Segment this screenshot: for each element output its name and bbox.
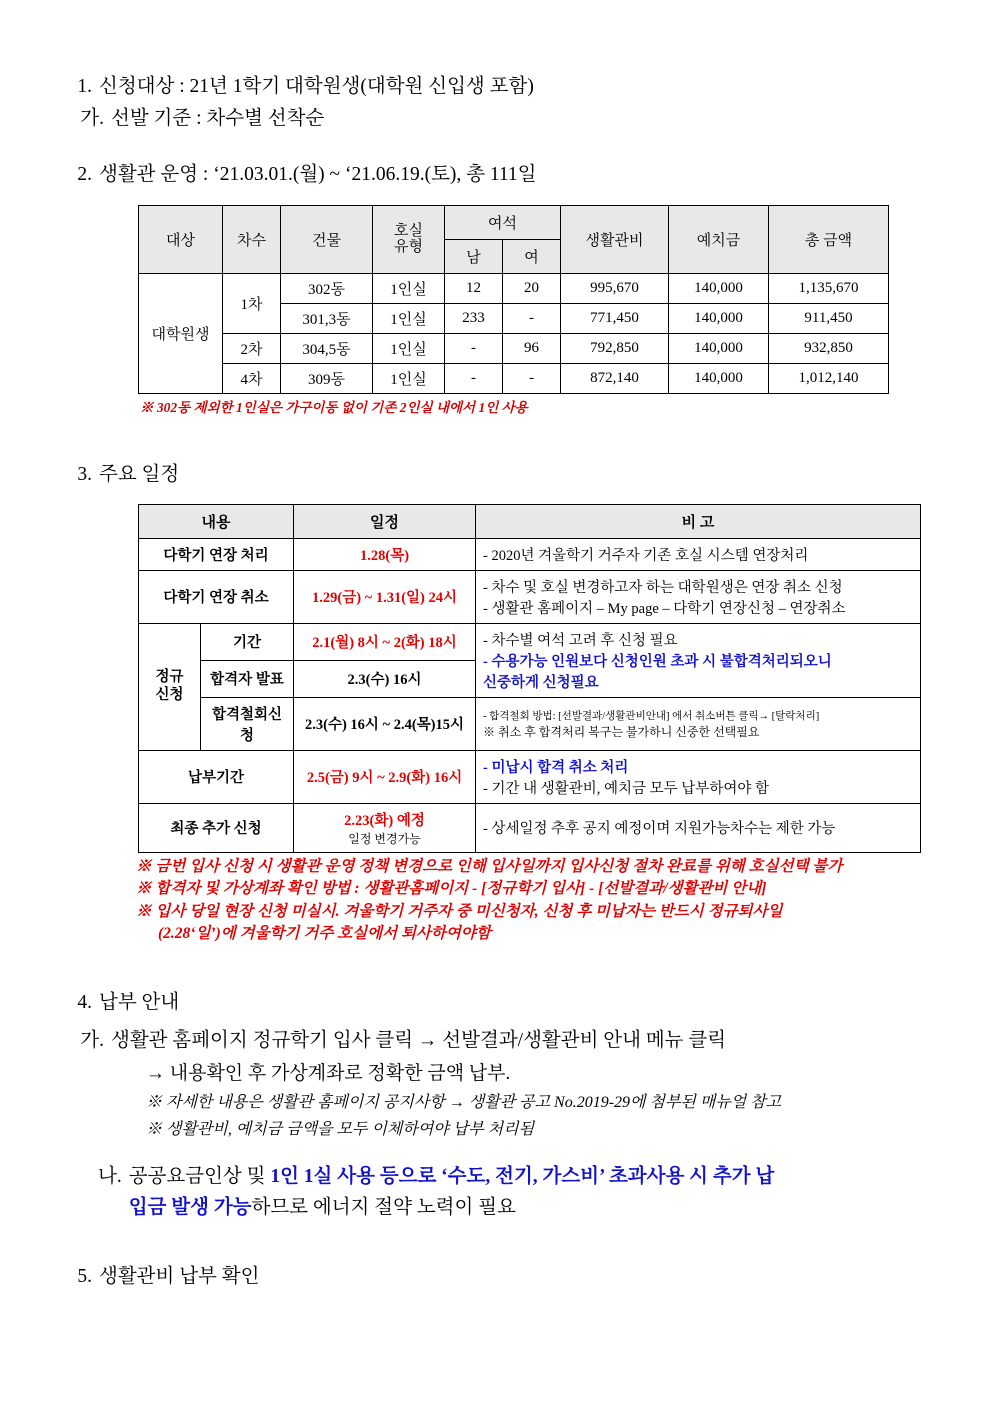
fee-header-target: 대상 (139, 205, 223, 273)
table-row (139, 803, 921, 852)
section-4-a-arrow: → 내용확인 후 가상계좌로 정확한 금액 납부. (146, 1063, 511, 1085)
schedule-remark (476, 750, 921, 803)
section-2-number: 2. (77, 164, 92, 186)
section-4-b-post: 하므로 에너지 절약 노력이 필요 (251, 1197, 516, 1219)
section-3-title: 주요 일정 (99, 463, 180, 485)
schedule-remark-line: - 수용가능 인원보다 신청인원 초과 시 불합격처리되오니 (483, 653, 832, 670)
schedule-label: 납부기간 (139, 750, 294, 803)
fee-cell-building: 304,5동 (281, 333, 373, 363)
schedule-header-row (139, 504, 921, 538)
schedule-remark-line: - 차수 및 호실 변경하고자 하는 대학원생은 연장 취소 신청 (483, 579, 843, 596)
schedule-remark-line: 신중하게 신청필요 (483, 674, 599, 691)
fee-cell-deposit: 140,000 (669, 273, 769, 303)
schedule-date: 2.3(수) 16시 ~ 2.4(목)15시 (294, 697, 476, 750)
schedule-remark-line: - 합격철회 방법: [선발결과/생활관비안내] 에서 취소버튼 클릭→ [탈락처리] (483, 710, 820, 722)
fee-cell-target: 대학원생 (139, 273, 223, 393)
schedule-date: 2.1(월) 8시 ~ 2(화) 18시 (294, 623, 476, 660)
section-4-heading (60, 988, 932, 1018)
schedule-date: 2.5(금) 9시 ~ 2.9(화) 16시 (294, 750, 476, 803)
section-1-title: 신청대상 : 21년 1학기 대학원생(대학원 신입생 포함) (99, 76, 534, 97)
fee-table (138, 205, 889, 394)
section-1-sub-title: 선발 기준 : 차수별 선착순 (111, 108, 325, 130)
fee-cell-round: 1차 (223, 273, 281, 333)
fee-cell-total: 932,850 (769, 333, 889, 363)
schedule-group-label: 정규 신청 (139, 623, 201, 750)
schedule-label: 최종 추가 신청 (139, 803, 294, 852)
fee-cell-building: 309동 (281, 363, 373, 393)
fee-header-female: 여 (503, 239, 561, 273)
schedule-remark (476, 697, 921, 750)
fee-cell-female: 20 (503, 273, 561, 303)
schedule-date: 1.28(목) (294, 538, 476, 570)
schedule-date-sub: 일정 변경가능 (348, 831, 421, 846)
section-4-b-highlight-1: 1인 1실 사용 등으로 ‘수도, 전기, 가스비’ 초과사용 시 추가 납 (270, 1166, 775, 1188)
fee-cell-dorm-fee: 995,670 (561, 273, 669, 303)
warning-line: ※ 금번 입사 신청 시 생활관 운영 정책 변경으로 인해 입사일까지 입사신청 절차 완료를 위해 호실선택 불가 (136, 857, 843, 875)
fee-header-round: 차수 (223, 205, 281, 273)
fee-cell-male: - (445, 363, 503, 393)
schedule-date (294, 803, 476, 852)
schedule-header-remark: 비 고 (476, 504, 921, 538)
section-1-heading (60, 72, 932, 102)
section-4-b-number: 나. (98, 1166, 122, 1188)
fee-cell-room-type: 1인실 (373, 303, 445, 333)
section-1-sub-number: 가. (80, 108, 104, 130)
schedule-remark-line: - 생활관 홈페이지 – My page – 다학기 연장신청 – 연장취소 (483, 600, 846, 617)
section-1-sub (60, 104, 932, 134)
fee-header-building: 건물 (281, 205, 373, 273)
fee-cell-round: 2차 (223, 333, 281, 363)
schedule-date: 2.3(수) 16시 (294, 660, 476, 697)
schedule-label: 합격자 발표 (201, 660, 294, 697)
section-4-a-text: 생활관 홈페이지 정규학기 입사 클릭 → 선발결과/생활관비 안내 메뉴 클릭 (111, 1029, 727, 1051)
schedule-remark-line: - 기간 내 생활관비, 예치금 모두 납부하여야 함 (483, 780, 769, 797)
section-5-title: 생활관비 납부 확인 (99, 1265, 260, 1287)
fee-cell-female: - (503, 363, 561, 393)
fee-cell-room-type: 1인실 (373, 273, 445, 303)
section-1-number: 1. (77, 76, 92, 97)
section-4-b-pre: 공공요금인상 및 (128, 1166, 271, 1188)
schedule-remark-line: ※ 취소 후 합격처리 복구는 불가하니 신중한 선택필요 (483, 724, 760, 739)
schedule-remark (476, 623, 921, 697)
fee-cell-round: 4차 (223, 363, 281, 393)
fee-cell-building: 302동 (281, 273, 373, 303)
section-4-number: 4. (77, 991, 92, 1013)
section-4-sub-a (60, 1026, 932, 1056)
fee-cell-deposit: 140,000 (669, 333, 769, 363)
fee-cell-dorm-fee: 872,140 (561, 363, 669, 393)
fee-cell-female: - (503, 303, 561, 333)
table-row (139, 697, 921, 750)
schedule-label: 합격철회신청 (201, 697, 294, 750)
table-row (139, 570, 921, 623)
fee-cell-dorm-fee: 792,850 (561, 333, 669, 363)
section-4-b-text (129, 1161, 932, 1223)
warning-line: (2.28‘일’)에 겨울학기 거주 호실에서 퇴사하여야함 (158, 925, 491, 943)
section-4 (60, 988, 932, 1224)
fee-header-male: 남 (445, 239, 503, 273)
fee-cell-building: 301,3동 (281, 303, 373, 333)
schedule-header-content: 내용 (139, 504, 294, 538)
fee-header-deposit: 예치금 (669, 205, 769, 273)
fee-cell-deposit: 140,000 (669, 303, 769, 333)
table-row (139, 333, 889, 363)
fee-header-vacancy: 여석 (445, 205, 561, 239)
fee-cell-female: 96 (503, 333, 561, 363)
section-4-a-note-1: ※ 자세한 내용은 생활관 홈페이지 공지사항 → 생활관 공고 No.2019-29에 첨부된 매뉴얼 참고 (146, 1094, 782, 1112)
section-3-heading (60, 460, 932, 490)
fee-table-header-row-1 (139, 205, 889, 239)
section-3 (60, 460, 932, 946)
fee-cell-deposit: 140,000 (669, 363, 769, 393)
section-5-heading (60, 1262, 932, 1292)
fee-cell-total: 1,012,140 (769, 363, 889, 393)
section-4-b-highlight-2: 입금 발생 가능 (128, 1197, 252, 1219)
schedule-header-date: 일정 (294, 504, 476, 538)
table-row (139, 273, 889, 303)
fee-cell-male: 233 (445, 303, 503, 333)
fee-cell-total: 1,135,670 (769, 273, 889, 303)
schedule-label: 다학기 연장 처리 (139, 538, 294, 570)
schedule-warnings (136, 856, 932, 946)
section-1 (60, 72, 932, 134)
schedule-table (138, 504, 921, 853)
section-4-title: 납부 안내 (99, 991, 180, 1013)
schedule-remark: - 2020년 겨울학기 거주자 기존 호실 시스템 연장처리 (476, 538, 921, 570)
fee-cell-room-type: 1인실 (373, 333, 445, 363)
schedule-remark-line: - 미납시 합격 취소 처리 (483, 759, 629, 776)
fee-cell-male: 12 (445, 273, 503, 303)
fee-header-dorm-fee: 생활관비 (561, 205, 669, 273)
warning-line: ※ 입사 당일 현장 신청 미실시. 겨울학기 거주자 중 미신청자, 신청 후 미납자는 반드시 정규퇴사일 (136, 902, 783, 920)
section-2-heading (60, 160, 932, 190)
section-2-title: 생활관 운영 : ‘21.03.01.(월) ~ ‘21.06.19.(토), 총 111일 (99, 164, 537, 186)
section-4-a-number: 가. (80, 1029, 104, 1051)
section-3-number: 3. (77, 463, 92, 485)
table-row (139, 750, 921, 803)
schedule-remark-line: - 차수별 여석 고려 후 신청 필요 (483, 632, 678, 649)
section-5-number: 5. (77, 1265, 92, 1287)
section-4-sub-b (98, 1161, 932, 1223)
fee-cell-male: - (445, 333, 503, 363)
schedule-label: 기간 (201, 623, 294, 660)
fee-cell-dorm-fee: 771,450 (561, 303, 669, 333)
section-2 (60, 160, 932, 415)
fee-header-total: 총 금액 (769, 205, 889, 273)
fee-table-note: ※ 302동 제외한 1인실은 가구이동 없이 기존 2인실 내에서 1인 사용 (140, 399, 528, 415)
schedule-remark (476, 570, 921, 623)
fee-cell-total: 911,450 (769, 303, 889, 333)
fee-cell-room-type: 1인실 (373, 363, 445, 393)
fee-header-room-type: 호실 유형 (373, 205, 445, 273)
warning-line: ※ 합격자 및 가상계좌 확인 방법 : 생활관홈페이지 - [정규학기 입사] - [선발결과/생활관비 안내] (136, 880, 767, 898)
schedule-label: 다학기 연장 취소 (139, 570, 294, 623)
schedule-date: 1.29(금) ~ 1.31(일) 24시 (294, 570, 476, 623)
section-4-a-note-2: ※ 생활관비, 예치금 금액을 모두 이체하여야 납부 처리됨 (146, 1121, 535, 1139)
table-row (139, 538, 921, 570)
table-row (139, 363, 889, 393)
schedule-remark: - 상세일정 추후 공지 예정이며 지원가능차수는 제한 가능 (476, 803, 921, 852)
table-row (139, 623, 921, 660)
schedule-date-main: 2.23(화) 예정 (344, 812, 425, 829)
section-5 (60, 1262, 932, 1292)
